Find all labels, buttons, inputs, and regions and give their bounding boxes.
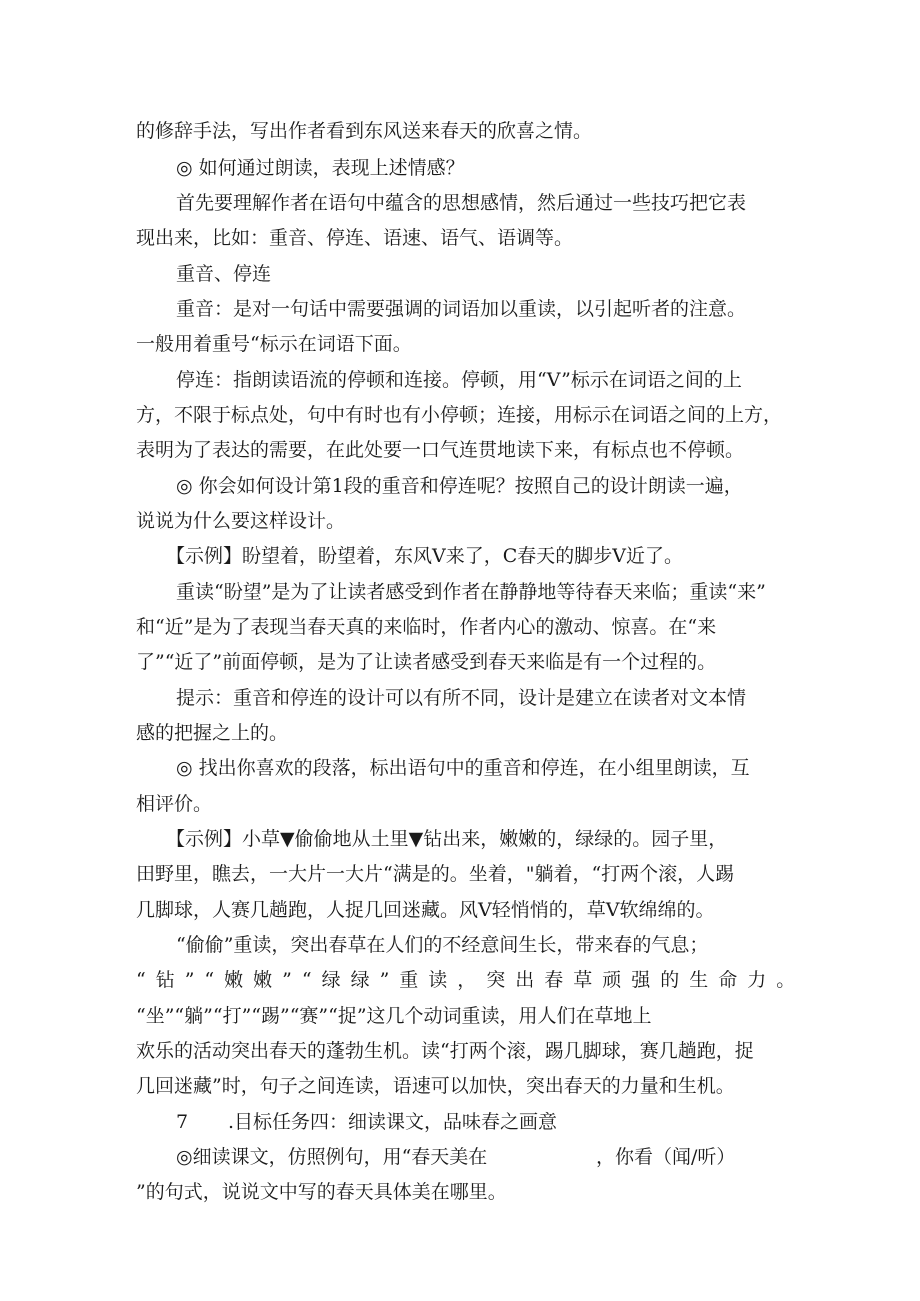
text-line: 和“近”是为了表现当春天真的来临时，作者内心的激动、惊喜。在“来 (136, 616, 717, 638)
text-line: 现出来，比如：重音、停连、语速、语气、语调等。 (136, 227, 574, 249)
text-line: 重音：是对一句话中需要强调的词语加以重读，以引起听者的注意。 (176, 298, 747, 320)
text-line: 重读“盼望”是为了让读者感受到作者在静静地等待春天来临；重读“来” (176, 581, 766, 603)
text-line: 欢乐的活动突出春天的蓬勃生机。读“打两个滚，踢几脚球，赛几趟跑，捉 (136, 1040, 754, 1062)
text-line: ◎细读课文，仿照例句，用“春天美在 (176, 1146, 488, 1168)
text-line: 首先要理解作者在语句中蕴含的思想感情，然后通过一些技巧把它表 (176, 192, 747, 214)
text-line: 说说为什么要这样设计。 (136, 510, 346, 532)
question-line: ◎ 如何通过朗读，表现上述情感？ (176, 157, 465, 179)
task-heading: .目标任务四：细读课文，品味春之画意 (228, 1111, 558, 1133)
text-line: ”的句式，说说文中写的春天具体美在哪里。 (136, 1181, 507, 1203)
tip-line: 提示：重音和停连的设计可以有所不同，设计是建立在读者对文本情 (176, 687, 747, 709)
text-line: “坐”“躺”“打”“踢”“赛”“捉”这几个动词重读，用人们在草地上 (136, 1005, 652, 1027)
text-line: 相评价。 (136, 793, 213, 815)
text-line: “钻”“嫩嫩”“绿绿”重读，突出春草顽强的生命力。 (136, 969, 806, 991)
text-line: 几脚球，人赛几趟跑，人捉几回迷藏。风V轻悄悄的，草V软绵绵的。 (136, 899, 715, 921)
example-line: 【示例】小草▼偷偷地从土里▼钻出来，嫩嫩的，绿绿的。园子里， (166, 828, 728, 850)
text-line: 方，不限于标点处，句中有时也有小停顿；连接，用标示在词语之间的上方， (136, 404, 783, 426)
text-line: 表明为了表达的需要，在此处要一口气连贯地读下来，有标点也不停顿。 (136, 439, 745, 461)
task-number: 7 (176, 1111, 189, 1133)
subheading: 重音、停连 (176, 263, 272, 285)
question-line: ◎ 你会如何设计第1段的重音和停连呢？按照自己的设计朗读一遍， (176, 475, 743, 497)
text-line: 几回迷藏”时，句子之间连读，语速可以加快，突出春天的力量和生机。 (136, 1075, 735, 1097)
text-line: 感的把握之上的。 (136, 722, 289, 744)
text-line: 了”“近了”前面停顿，是为了让读者感受到春天来临是有一个过程的。 (136, 651, 717, 673)
question-line: ◎ 找出你喜欢的段落，标出语句中的重音和停连，在小组里朗读，互 (176, 757, 750, 779)
text-line: “偷偷”重读，突出春草在人们的不经意间生长，带来春的气息； (176, 934, 709, 956)
text-line: 一般用着重号“标示在词语下面。 (136, 333, 412, 355)
example-line: 【示例】盼望着，盼望着，东风V来了，C春天的脚步V近了。 (166, 545, 683, 567)
text-line: 田野里，瞧去，一大片一大片“满是的。坐着，"躺着，“打两个滚，人踢 (136, 863, 735, 885)
text-line: 的修辞手法，写出作者看到东风送来春天的欣喜之情。 (136, 120, 593, 142)
text-line: ，你看（闻/听） (596, 1146, 736, 1168)
text-line: 停连：指朗读语流的停顿和连接。停顿，用“V”标示在词语之间的上 (176, 369, 742, 391)
